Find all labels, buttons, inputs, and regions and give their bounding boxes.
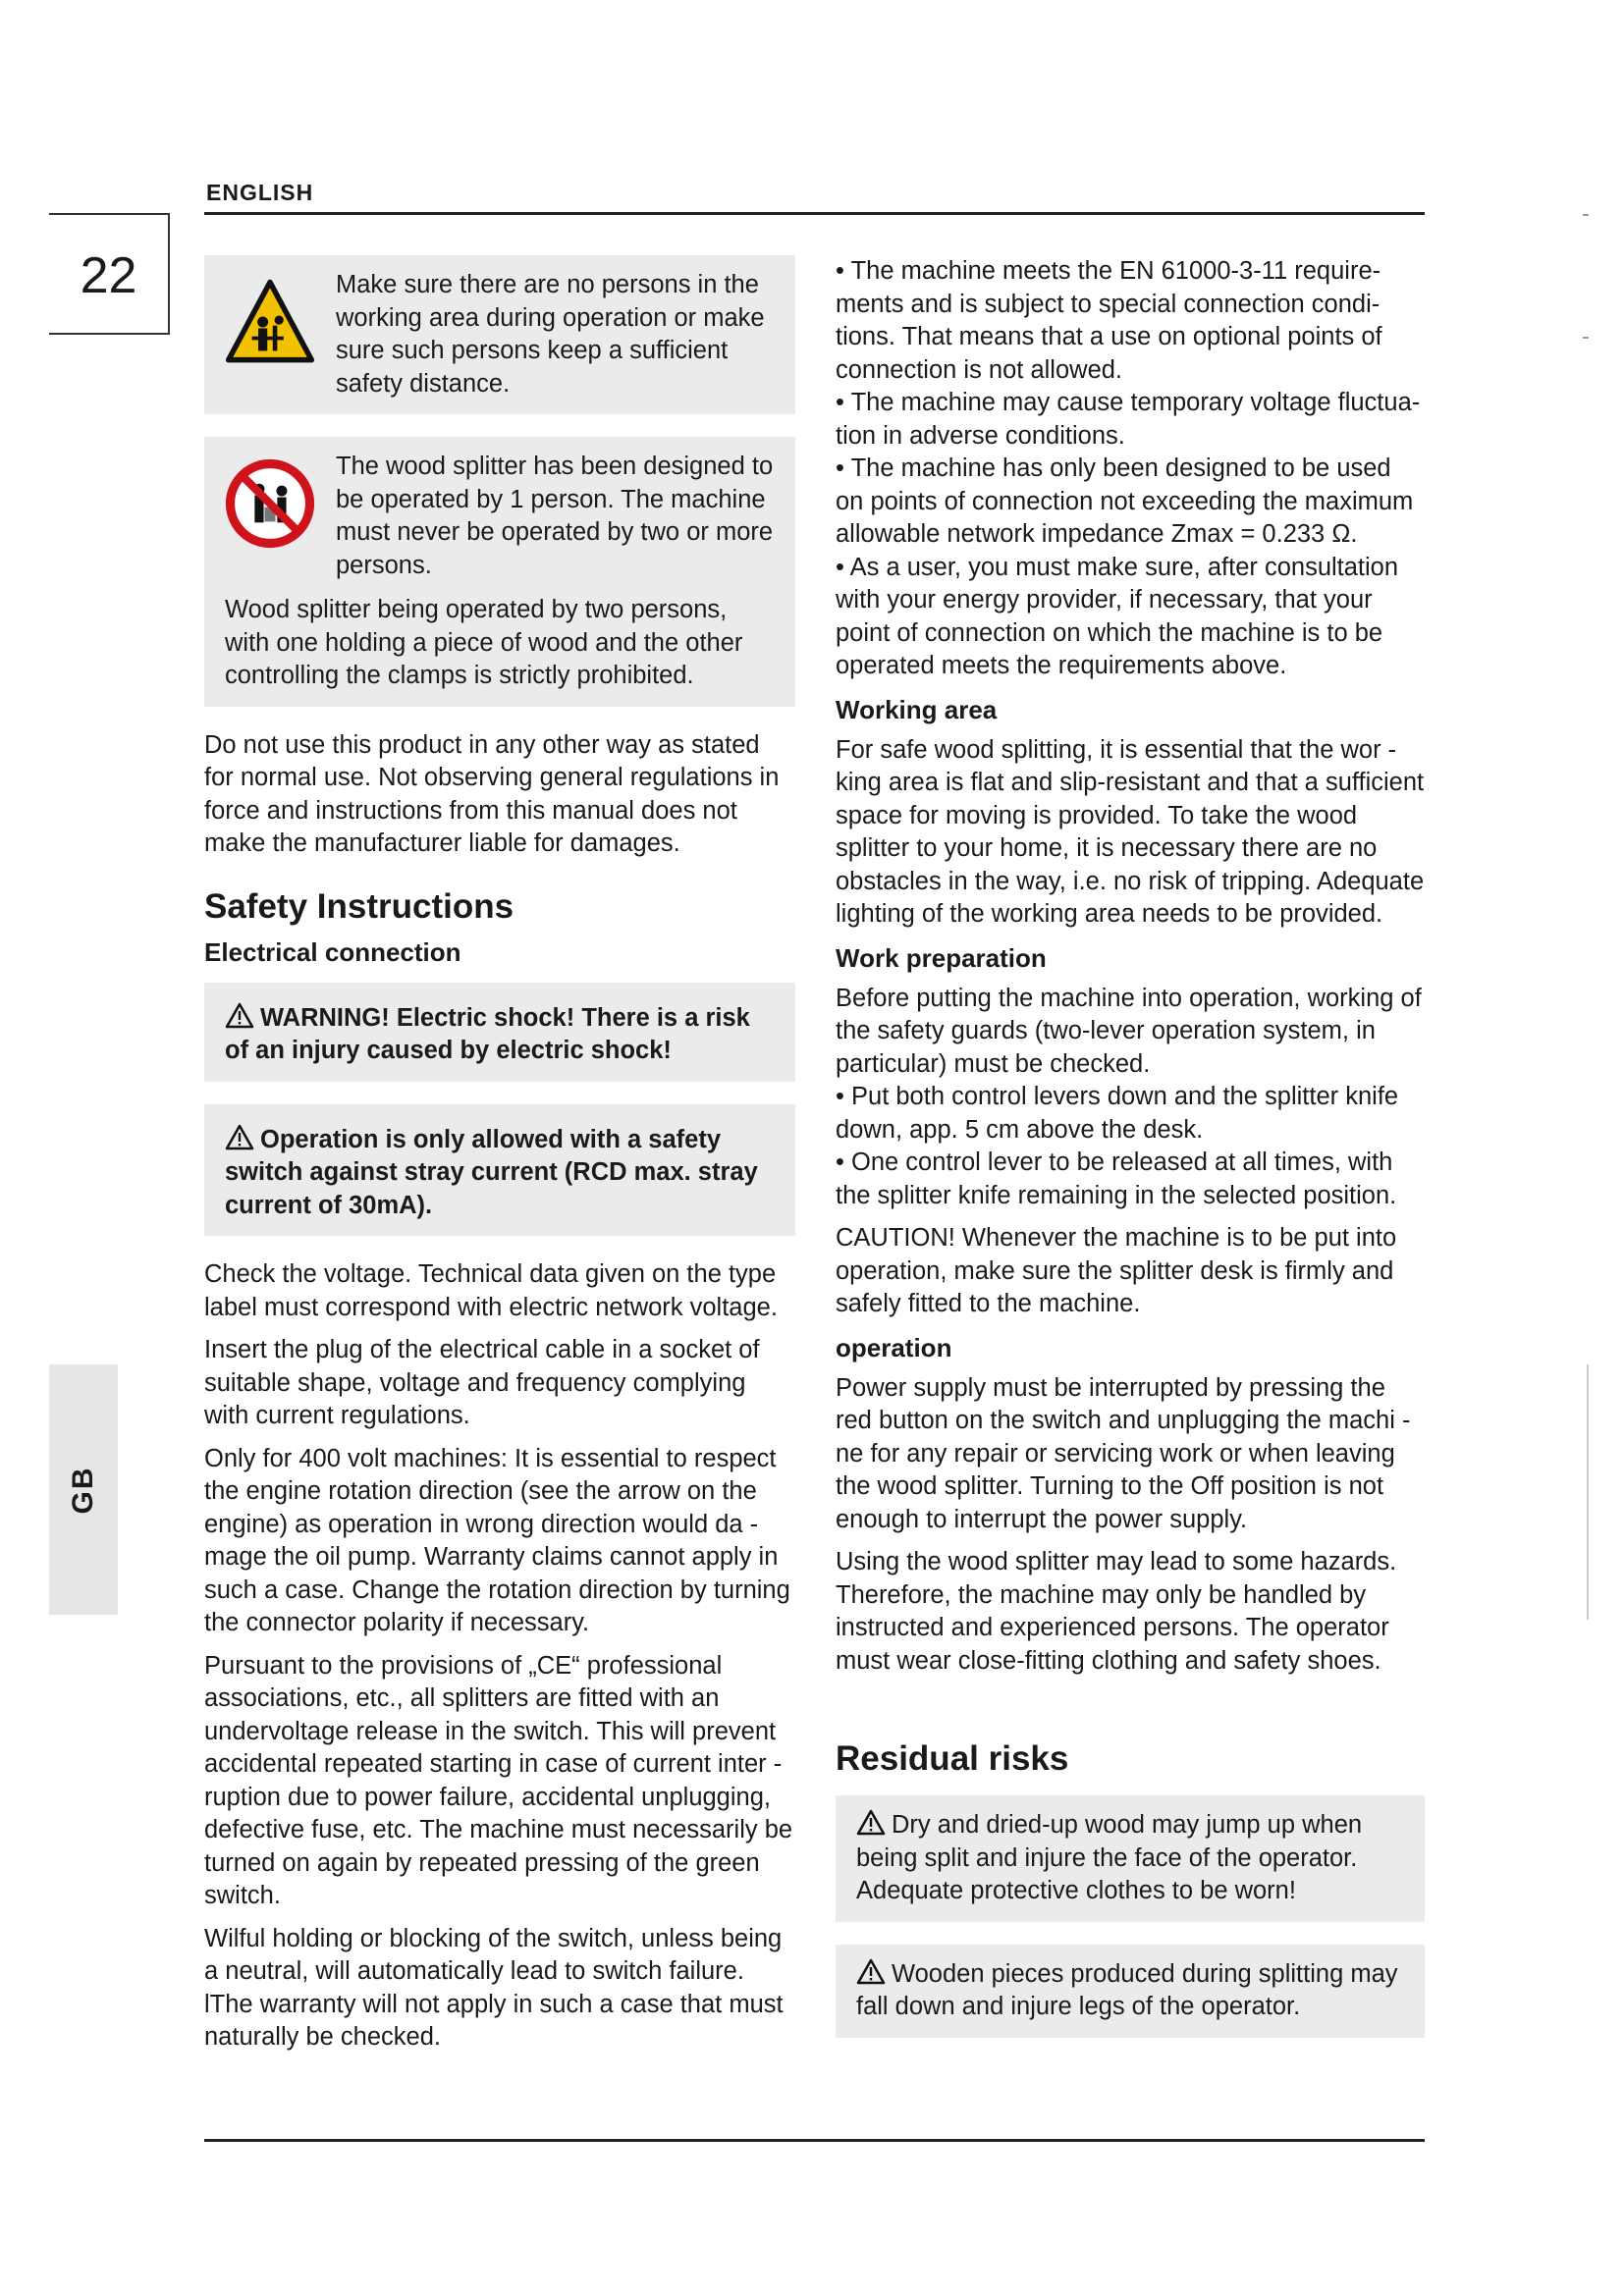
warning-rcd <box>204 1104 795 1237</box>
page-number: 22 <box>49 213 170 335</box>
notice-persons-distance <box>204 255 795 414</box>
language-side-tab <box>49 1364 118 1615</box>
warning-electric-shock <box>204 983 795 1082</box>
header-language: ENGLISH <box>206 180 314 205</box>
bullet-impedance: • The machine has only been designed to be used on points of connection not exceeding the maximum allowable network impedance Zmax = 0.233 Ω. <box>836 453 1425 552</box>
bullet-voltage-fluctuation: • The machine may cause temporary voltage fluctua- tion in adverse conditions. <box>836 387 1425 453</box>
notice-wooden-pieces-text: Wooden pieces produced during splitting may fall down and injure legs of the operator. <box>856 1959 1398 2020</box>
notice-one-person-text: The wood splitter has been designed to be operated by 1 person. The machine must never be operated by two or more persons. <box>336 453 774 579</box>
residual-risks-heading: Residual risks <box>836 1739 1069 1778</box>
caution-paragraph: CAUTION! Whenever the machine is to be put into operation, make sure the splitter desk is firmly and safely fitted to the machine. <box>836 1224 1397 1317</box>
power-supply-paragraph: Power supply must be interrupted by pressing the red button on the switch and unplugging the machi - ne for any repair or servicing work or when leaving the wood splitter. Turning to the Off position is not enough to interrupt the power supply. <box>836 1373 1411 1533</box>
operation-heading: operation <box>836 1332 952 1362</box>
warning-persons-icon <box>225 277 315 367</box>
notice-dry-wood-text: Dry and dried-up wood may jump up when being split and injure the face of the operator. Adequate protective clothes to be worn! <box>856 1811 1363 1904</box>
intended-use-paragraph: Do not use this product in any other way as stated for normal use. Not observing general regulations in force and instructions from this manual does not make the manufacturer liable for damages. <box>204 730 780 857</box>
bullet-user-check: • As a user, you must make sure, after consultation with your energy provider, if necessary, that your point of connection on which the machine is to be operated meets the requirements above. <box>836 552 1425 683</box>
warning-triangle-icon <box>225 1124 254 1150</box>
ce-paragraph: Pursuant to the provisions of „CE“ professional associations, etc., all splitters are fitted with an undervoltage release in the switch. This will prevent accidental repeated starting in case of current inter - ruption due to power failure, accidental unplugging, defective fuse, etc. The machine must necessarily be turned on again by repeated pressing of the green switch. <box>204 1651 793 1909</box>
bullet-one-lever: • One control lever to be released at all times, with the splitter knife remaining in the selected position. <box>836 1147 1425 1212</box>
hazards-paragraph: Using the wood splitter may lead to some hazards. Therefore, the machine may only be handled by instructed and experienced persons. The operator must wear close-fitting clothing and safety shoes. <box>836 1548 1397 1675</box>
work-preparation-paragraph: Before putting the machine into operation, working of the safety guards (two-lever operation system, in particular) must be checked. <box>836 984 1422 1078</box>
notice-one-person <box>204 437 795 707</box>
notice-wooden-pieces <box>836 1945 1425 2038</box>
working-area-paragraph: For safe wood splitting, it is essential that the wor - king area is flat and slip-resistant and that a sufficient space for moving is provided. To take the wood splitter to your home, it is necessary there are no obstacles in the way, i.e. no risk of tripping. Adequate lighting of the working area needs to be provided. <box>836 735 1425 928</box>
plug-paragraph: Insert the plug of the electrical cable in a socket of suitable shape, voltage and frequency complying with current regulations. <box>204 1336 760 1429</box>
side-tab-label: GB <box>67 1466 99 1514</box>
400v-paragraph: Only for 400 volt machines: It is essential to respect the engine rotation direction (see the arrow on the engine) as operation in wrong direction would da - mage the oil pump. Warranty claims cannot apply in such a case. Change the rotation direction by turning the connector polarity if necessary. <box>204 1444 790 1636</box>
bullet-levers-down: • Put both control levers down and the splitter knife down, app. 5 cm above the desk. <box>836 1081 1425 1147</box>
safety-instructions-heading: Safety Instructions <box>204 886 514 926</box>
working-area-heading: Working area <box>836 694 998 724</box>
voltage-paragraph: Check the voltage. Technical data given on the type label must correspond with electric network voltage. <box>204 1260 778 1321</box>
notice-dry-wood <box>836 1795 1425 1922</box>
work-preparation-heading: Work preparation <box>836 942 1047 973</box>
margin-mark-side <box>1587 1364 1589 1620</box>
notice-persons-distance-text: Make sure there are no persons in the working area during operation or make sure such persons keep a sufficient safety distance. <box>336 271 765 398</box>
header-divider <box>204 212 1425 215</box>
bullet-en61000: • The machine meets the EN 61000-3-11 require- ments and is subject to special connection condi- tions. That means that a use on optional points of connection is not allowed. <box>836 255 1425 387</box>
footer-divider <box>204 2139 1425 2142</box>
margin-mark-middle <box>1583 337 1589 339</box>
warning-triangle-icon <box>856 1958 886 1985</box>
electrical-connection-heading: Electrical connection <box>204 936 461 967</box>
warning-triangle-icon <box>856 1809 886 1836</box>
right-column <box>836 255 1425 2060</box>
left-column <box>204 255 795 2064</box>
prohibited-two-persons-icon <box>225 458 315 549</box>
margin-mark-top <box>1583 214 1589 216</box>
wilful-holding-paragraph: Wilful holding or blocking of the switch, unless being a neutral, will automatically lead to switch failure. lThe warranty will not apply in such a case that must naturally be checked. <box>204 1924 784 2051</box>
warning-rcd-text: Operation is only allowed with a safety switch against stray current (RCD max. stray current of 30mA). <box>225 1125 758 1219</box>
warning-triangle-icon <box>225 1002 254 1029</box>
warning-electric-shock-text: WARNING! Electric shock! There is a risk of an injury caused by electric shock! <box>225 1003 750 1064</box>
notice-one-person-subtext: Wood splitter being operated by two persons, with one holding a piece of wood and the other controlling the clamps is strictly prohibited. <box>225 596 743 689</box>
